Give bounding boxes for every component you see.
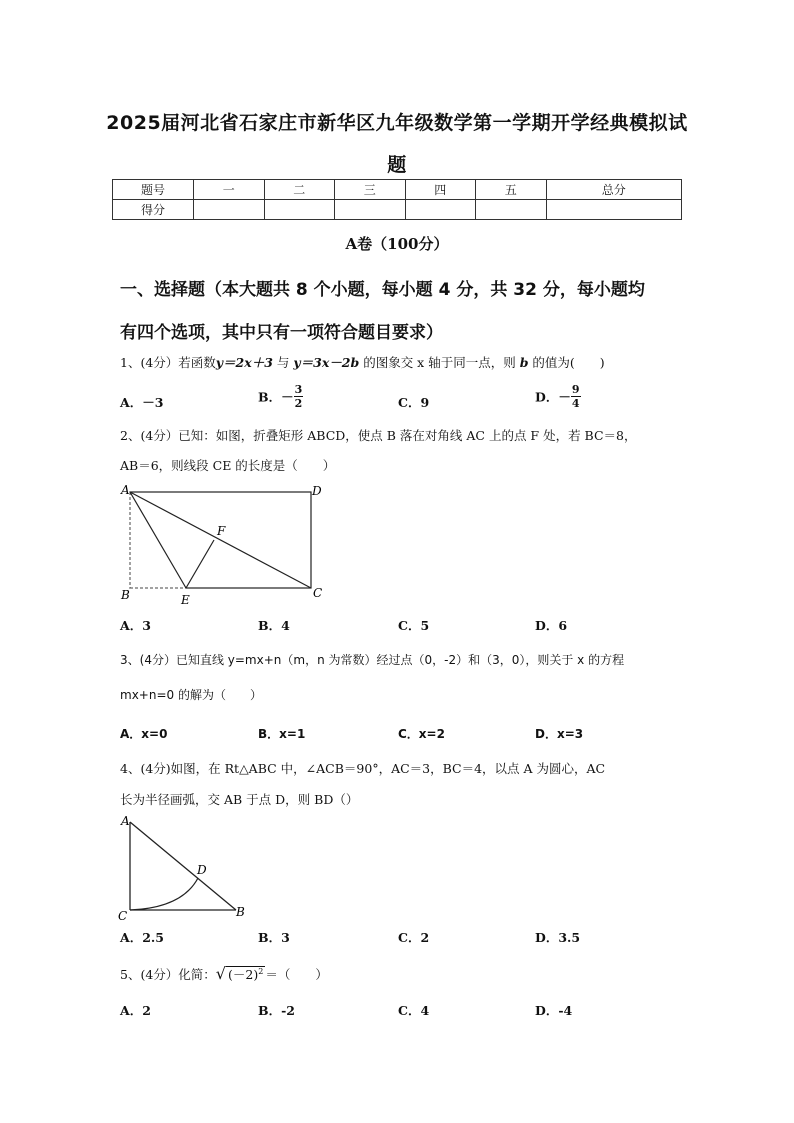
q1-option-b[interactable] bbox=[258, 383, 303, 410]
q5-option-d[interactable]: D．-4 bbox=[535, 1003, 573, 1018]
q5-suffix: ＝（ ） bbox=[265, 967, 328, 983]
q3-option-b[interactable]: B．x=1 bbox=[258, 727, 306, 741]
q5-prefix: 5、(4分）化简： bbox=[120, 967, 216, 983]
segment-ef bbox=[186, 540, 214, 588]
numerator: 3 bbox=[294, 383, 303, 396]
numerator: 9 bbox=[571, 383, 580, 396]
q3-option-d[interactable]: D．x=3 bbox=[535, 727, 584, 741]
q4-option-a[interactable]: A．2.5 bbox=[120, 930, 164, 945]
section-heading-continued: 有四个选项，其中只有一项符合题目要求） bbox=[120, 323, 443, 343]
diagonal-ac bbox=[130, 492, 311, 588]
q1-text: 与 bbox=[272, 355, 294, 370]
q5-option-a[interactable]: A．2 bbox=[120, 1003, 151, 1018]
q1-option-a[interactable]: A．－3 bbox=[120, 395, 164, 410]
arc-cd bbox=[130, 878, 198, 910]
section-heading: 一、选择题（本大题共 8 个小题，每小题 4 分，共 32 分，每小题均 bbox=[120, 280, 645, 300]
q1-option-b-label: B．－ bbox=[258, 389, 294, 405]
q1-text: 的图象交 x 轴于同一点，则 bbox=[359, 355, 520, 370]
document-title-continued: 题 bbox=[387, 154, 407, 176]
label-d: D bbox=[197, 863, 207, 877]
q5-option-c[interactable]: C．4 bbox=[398, 1003, 430, 1018]
q2-option-a[interactable]: A．3 bbox=[120, 618, 151, 633]
question-2-continued: AB＝6，则线段 CE 的长度是（ ） bbox=[120, 458, 336, 473]
label-c: C bbox=[313, 586, 323, 600]
q1-option-d[interactable] bbox=[535, 383, 581, 410]
score-cell[interactable] bbox=[405, 200, 476, 220]
q4-option-c[interactable]: C．2 bbox=[398, 930, 430, 945]
q1-function-1: y＝2x＋3 bbox=[215, 355, 273, 370]
q1-variable: b bbox=[519, 355, 529, 370]
q1-option-c[interactable]: C．9 bbox=[398, 395, 430, 410]
q4-triangle-diagram bbox=[112, 812, 252, 924]
score-table-col: 总分 bbox=[546, 180, 682, 200]
score-cell[interactable] bbox=[546, 200, 682, 220]
radicand-value: (－2) bbox=[228, 967, 259, 983]
q1-prefix: 1、(4分）若函数 bbox=[120, 355, 216, 370]
label-f: F bbox=[217, 524, 226, 538]
label-a: A bbox=[121, 483, 130, 497]
label-c: C bbox=[118, 909, 128, 923]
question-1 bbox=[120, 354, 605, 372]
question-4: 4、(4分)如图，在 Rt△ABC 中，∠ACB＝90°，AC＝3，BC＝4，以点 A 为圆心，AC bbox=[120, 761, 606, 776]
q2-option-d[interactable]: D．6 bbox=[535, 618, 568, 633]
side-ab bbox=[130, 822, 236, 910]
score-table-col: 三 bbox=[335, 180, 406, 200]
q2-option-c[interactable]: C．5 bbox=[398, 618, 430, 633]
q2-rectangle-diagram bbox=[110, 482, 340, 606]
denominator: 4 bbox=[571, 397, 580, 410]
label-d: D bbox=[312, 484, 322, 498]
q5-option-b[interactable]: B．-2 bbox=[258, 1003, 295, 1018]
question-3-continued: mx+n=0 的解为（ ） bbox=[120, 688, 262, 702]
score-table-col: 四 bbox=[405, 180, 476, 200]
q1-option-d-fraction bbox=[571, 383, 581, 410]
q4-option-d[interactable]: D．3.5 bbox=[535, 930, 581, 945]
score-table-col: 五 bbox=[476, 180, 547, 200]
sqrt-symbol: √ bbox=[215, 964, 226, 984]
label-b: B bbox=[236, 905, 245, 919]
q1-function-2: y＝3x－2b bbox=[293, 355, 360, 370]
document-title: 2025届河北省石家庄市新华区九年级数学第一学期开学经典模拟试 bbox=[106, 112, 688, 134]
sqrt-radicand bbox=[226, 966, 265, 982]
question-5 bbox=[120, 963, 328, 984]
score-table-col: 一 bbox=[194, 180, 265, 200]
q1-option-d-label: D．－ bbox=[535, 389, 571, 405]
label-e: E bbox=[181, 593, 190, 606]
q3-option-a[interactable]: A．x=0 bbox=[120, 727, 168, 741]
q3-option-c[interactable]: C．x=2 bbox=[398, 727, 445, 741]
score-table-header-label: 题号 bbox=[113, 180, 194, 200]
score-cell[interactable] bbox=[335, 200, 406, 220]
question-3: 3、(4分）已知直线 y=mx+n（m，n 为常数）经过点（0，-2）和（3，0），则关于 x 的方程 bbox=[120, 653, 625, 667]
question-4-continued: 长为半径画弧，交 AB 于点 D，则 BD（） bbox=[120, 792, 359, 807]
q4-option-b[interactable]: B．3 bbox=[258, 930, 290, 945]
score-table-header-row bbox=[113, 180, 682, 200]
score-cell[interactable] bbox=[194, 200, 265, 220]
score-table-score-row bbox=[113, 200, 682, 220]
score-cell[interactable] bbox=[476, 200, 547, 220]
radicand-exponent: 2 bbox=[258, 967, 264, 976]
label-b: B bbox=[121, 588, 130, 602]
score-table bbox=[112, 179, 682, 220]
q1-text: 的值为( ) bbox=[528, 355, 605, 370]
q1-option-b-fraction bbox=[294, 383, 304, 410]
q2-option-b[interactable]: B．4 bbox=[258, 618, 290, 633]
score-cell[interactable] bbox=[264, 200, 335, 220]
question-2: 2、(4分）已知：如图，折叠矩形 ABCD，使点 B 落在对角线 AC 上的点 F 处，若 BC＝8， bbox=[120, 428, 637, 443]
score-table-row-label: 得分 bbox=[113, 200, 194, 220]
score-table-col: 二 bbox=[264, 180, 335, 200]
denominator: 2 bbox=[294, 397, 303, 410]
paper-a-heading: A卷（100分） bbox=[345, 235, 449, 253]
label-a: A bbox=[121, 814, 130, 828]
